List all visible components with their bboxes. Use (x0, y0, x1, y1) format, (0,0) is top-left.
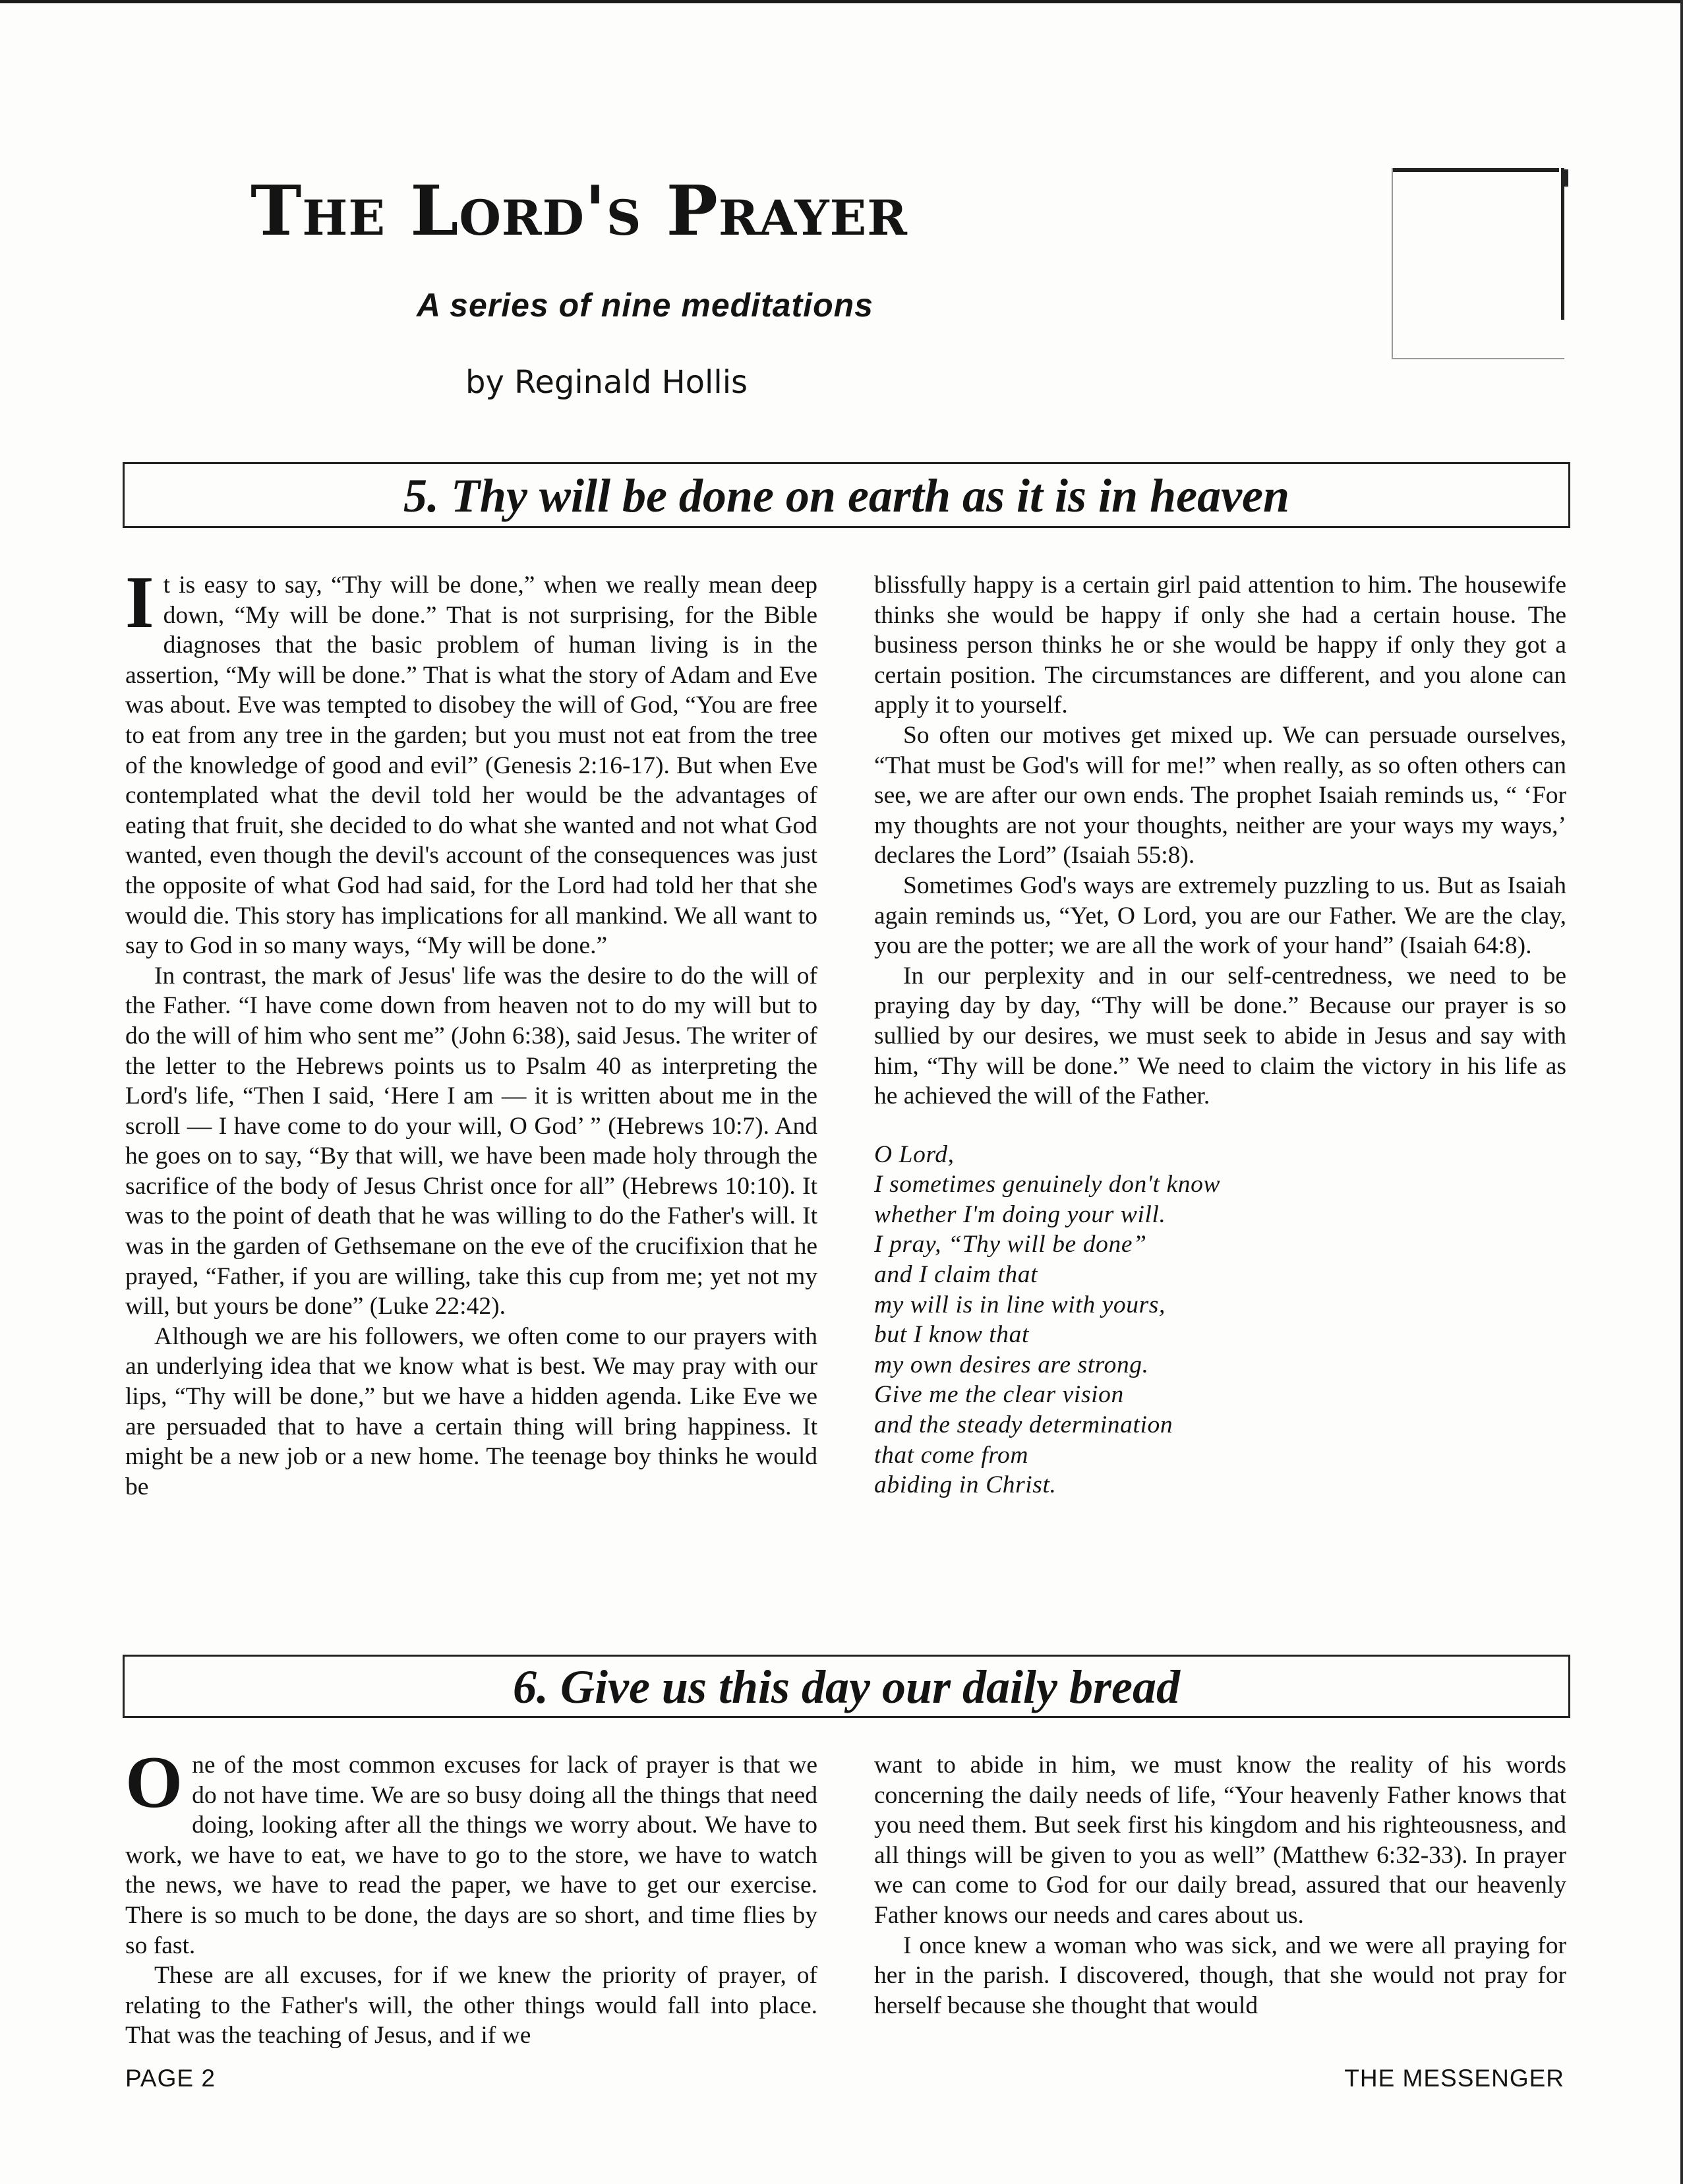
page-number: PAGE 2 (125, 2065, 216, 2092)
paragraph: want to abide in him, we must know the reality of his words concerning the daily needs of life, “Your heavenly Father knows that you need them. But seek first his kingdom and his righteousness, and all things will be given to you as well” (Matthew 6:32-33). In prayer we can come to God for our daily bread, assured that our heavenly Father knows our needs and cares about us. (874, 1752, 1566, 1929)
page-edge (1680, 0, 1683, 2184)
poem-line: and I claim that (874, 1261, 1038, 1289)
article-subtitle: A series of nine meditations (417, 287, 873, 324)
poem-line: O Lord, (874, 1140, 955, 1168)
section-6-column-2 (874, 1750, 1566, 2021)
publication-name: THE MESSENGER (1344, 2065, 1564, 2092)
poem-line: and the steady determination (874, 1411, 1173, 1439)
poem-line: my will is in line with yours, (874, 1291, 1166, 1318)
prayer-poem (874, 1140, 1566, 1500)
drop-cap: O (125, 1742, 183, 1823)
section-5-heading: 5. Thy will be done on earth as it is in heaven (123, 462, 1570, 528)
top-border (0, 0, 1683, 3)
paragraph: So often our motives get mixed up. We can persuade ourselves, “That must be God's will for me!” when really, as so often others can see, we are after our own ends. The prophet Isaiah reminds us, “ ‘For my thoughts are not your thoughts, neither are your ways my ways,’ declares the Lord” (Isaiah 55:8). (874, 721, 1566, 870)
poem-line: but I know that (874, 1321, 1030, 1349)
poem-line: Give me the clear vision (874, 1381, 1124, 1409)
poem-line: I pray, “Thy will be done” (874, 1231, 1147, 1258)
poem-line: whether I'm doing your will. (874, 1200, 1166, 1228)
section-6-column-1 (125, 1742, 817, 2051)
section-6-heading: 6. Give us this day our daily bread (123, 1655, 1570, 1718)
paragraph: I once knew a woman who was sick, and we were all praying for her in the parish. I discovered, though, that she would not pray for herself because she thought that would (874, 1932, 1566, 2019)
paragraph: One of the most common excuses for lack of prayer is that we do not have time. We are so busy doing all the things that need doing, looking after all the things we worry about. We have to work, we have to eat, we have to go to the store, we have to watch the news, we have to read the paper, we have to get our exercise. There is so much to be done, the days are so short, and time flies by so fast. (125, 1742, 817, 1959)
paragraph: Although we are his followers, we often come to our prayers with an underlying idea that we know what is best. We may pray with our lips, “Thy will be done,” but we have a hidden agenda. Like Eve we are persuaded that to have a certain thing will bring happiness. It might be a new job or a new home. The teenage boy thinks he would be (125, 1322, 817, 1500)
poem-line: I sometimes genuinely don't know (874, 1171, 1221, 1198)
section-5-column-1 (125, 562, 817, 1502)
section-5-column-2 (874, 570, 1566, 1500)
poem-line: my own desires are strong. (874, 1351, 1149, 1378)
paragraph: Sometimes God's ways are extremely puzzling to us. But as Isaiah again reminds us, “Yet, O Lord, you are our Father. We are the clay, you are the potter; we are all the work of your hand” (Isaiah 64:8). (874, 871, 1566, 960)
paragraph: In our perplexity and in our self-centredness, we need to be praying day by day, “Thy will be done.” Because our prayer is so sullied by our desires, we must seek to abide in Jesus and say with him, “Thy will be done.” We need to claim the victory in his life as he achieved the will of the Father. (874, 962, 1566, 1110)
paragraph: In contrast, the mark of Jesus' life was the desire to do the will of the Father. “I have come down from heaven not to do my will but to do the will of him who sent me” (John 6:38), said Jesus. The writer of the letter to the Hebrews points us to Psalm 40 as interpreting the Lord's life, “Then I said, ‘Here I am — it is written about me in the scroll — I have come to do your will, O God’ ” (Hebrews 10:7). And he goes on to say, “By that will, we have been made holy through the sacrifice of the body of Jesus Christ once for all” (Hebrews 10:10). It was to the point of death that he was willing to do the Father's will. It was in the garden of Gethsemane on the eve of the crucifixion that he prayed, “Father, if you are willing, take this cup from me; yet not my will, but yours be done” (Luke 22:42). (125, 962, 817, 1320)
paragraph: blissfully happy is a certain girl paid attention to him. The housewife thinks she would be happy if only she had a certain house. The business person thinks he or she would be happy if only they got a certain position. The circumstances are different, and you alone can apply it to yourself. (874, 572, 1566, 719)
article-title: The Lord's Prayer (251, 170, 908, 251)
drop-cap: I (125, 562, 154, 643)
paragraph: These are all excuses, for if we knew the priority of prayer, of relating to the Father's will, the other things would fall into place. That was the teaching of Jesus, and if we (125, 1962, 817, 2050)
poem-line: that come from (874, 1441, 1029, 1469)
poem-line: abiding in Christ. (874, 1471, 1057, 1499)
author-byline: by Reginald Hollis (465, 364, 748, 401)
paragraph: It is easy to say, “Thy will be done,” when we really mean deep down, “My will be done.” That is not surprising, for the Bible diagnoses that the basic problem of human living is in the assertion, “My will be done.” That is what the story of Adam and Eve was about. Eve was tempted to disobey the will of God, “You are free to eat from any tree in the garden; but you must not eat from the tree of the knowledge of good and evil” (Genesis 2:16-17). But when Eve contemplated what the devil told her would be the advantages of eating that fruit, she decided to do what she wanted and not what God wanted, even though the devil's account of the consequences was just the opposite of what God had said, for the Lord had told her that she would die. This story has implications for all mankind. We all want to say to God in so many ways, “My will be done.” (125, 562, 817, 960)
corner-box (1392, 168, 1564, 359)
